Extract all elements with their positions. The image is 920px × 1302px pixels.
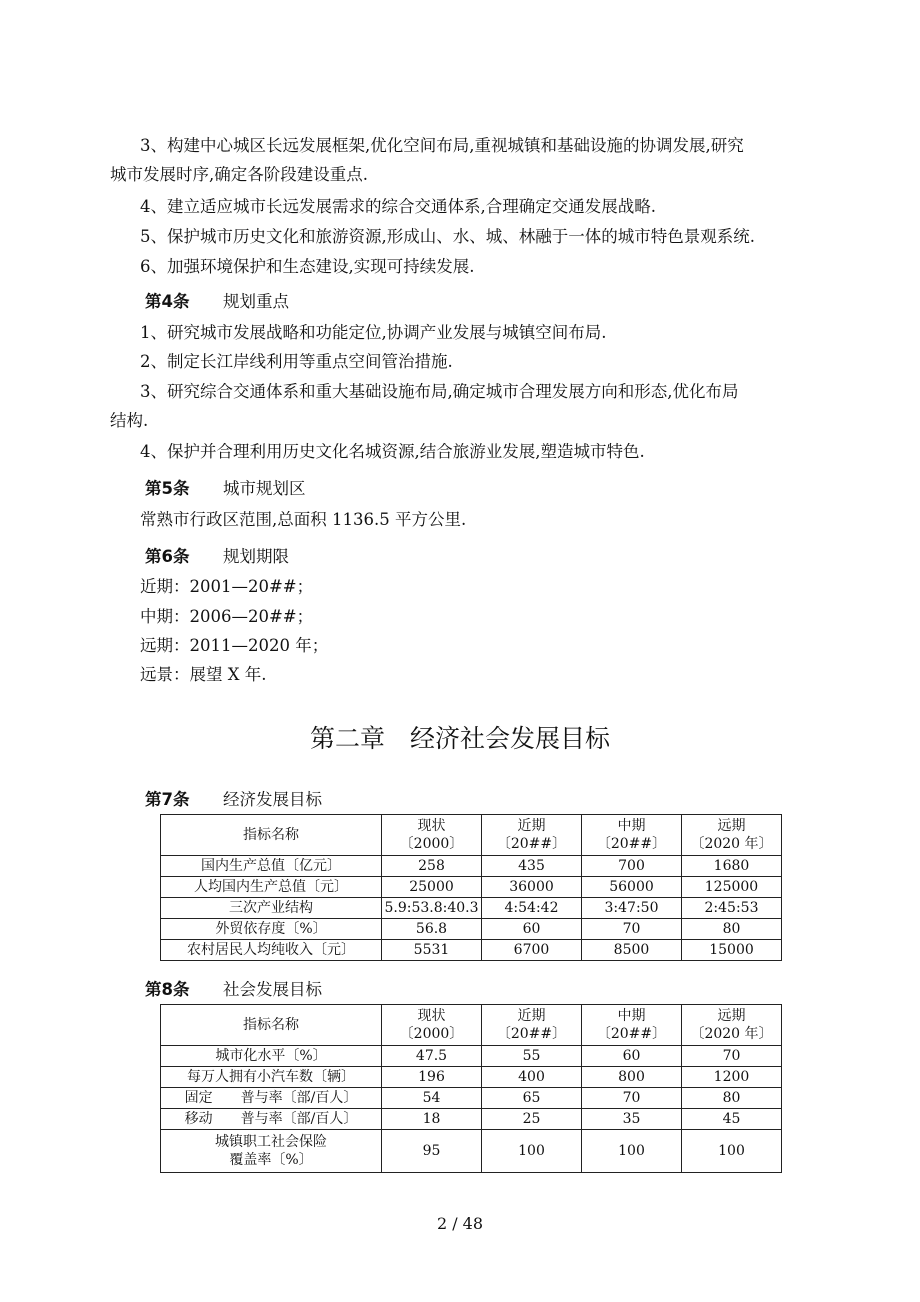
table-cell: 18 — [382, 1109, 482, 1130]
table-cell: 2:45:53 — [682, 898, 782, 919]
paragraph: 5、保护城市历史文化和旅游资源,形成山、水、城、林融于一体的城市特色景观系统. — [140, 227, 755, 246]
table-cell: 城镇职工社会保险 覆盖率〔%〕 — [161, 1130, 382, 1173]
table-cell: 80 — [682, 1088, 782, 1109]
list-item: 2、制定长江岸线利用等重点空间管治措施. — [140, 352, 453, 371]
table-cell: 每万人拥有小汽车数〔辆〕 — [161, 1067, 382, 1088]
table-cell: 农村居民人均纯收入〔元〕 — [161, 940, 382, 961]
header-line: 指标名称 — [243, 1017, 299, 1033]
table-cell: 三次产业结构 — [161, 898, 382, 919]
table-cell: 15000 — [682, 940, 782, 961]
table-cell: 55 — [482, 1046, 582, 1067]
table-header-cell — [382, 1005, 482, 1046]
table-cell: 外贸依存度〔%〕 — [161, 919, 382, 940]
article-heading — [145, 788, 322, 812]
list-item: 远景：展望 X 年. — [140, 665, 267, 684]
table-cell: 196 — [382, 1067, 482, 1088]
table-header-row — [161, 815, 782, 856]
table-cell: 移动 普与率〔部/百人〕 — [161, 1109, 382, 1130]
table-row — [161, 1130, 782, 1173]
table-row — [161, 1109, 782, 1130]
table-cell: 5.9:53.8:40.3 — [382, 898, 482, 919]
article-number: 第6条 — [145, 547, 190, 566]
table-row — [161, 1046, 782, 1067]
header-line: 〔2020 年〕 — [690, 1026, 773, 1042]
table-header-cell — [161, 815, 382, 856]
table-cell: 25000 — [382, 877, 482, 898]
list-item: 结构. — [110, 411, 149, 430]
table-cell: 25 — [482, 1109, 582, 1130]
chapter-title: 第二章 经济社会发展目标 — [309, 724, 610, 753]
table-cell: 1200 — [682, 1067, 782, 1088]
article-heading — [145, 290, 289, 314]
paragraph: 城市发展时序,确定各阶段建设重点. — [110, 165, 368, 184]
header-line: 中期 — [617, 1008, 646, 1024]
economic-targets-table — [160, 814, 782, 961]
article-title: 规划重点 — [223, 292, 289, 311]
list-item: 近期：2001—20##； — [140, 577, 314, 596]
table-cell: 800 — [582, 1067, 682, 1088]
paragraph: 常熟市行政区范围,总面积 1136.5 平方公里. — [140, 510, 467, 529]
table-cell: 70 — [582, 1088, 682, 1109]
table-cell: 8500 — [582, 940, 682, 961]
table-cell: 700 — [582, 856, 682, 877]
article-number: 第4条 — [145, 292, 190, 311]
header-line: 远期 — [717, 1008, 746, 1024]
list-item: 1、研究城市发展战略和功能定位,协调产业发展与城镇空间布局. — [140, 323, 607, 342]
list-item: 中期：2006—20##； — [140, 607, 314, 626]
table-cell: 60 — [482, 919, 582, 940]
header-line: 〔20##〕 — [496, 836, 567, 852]
article-title: 经济发展目标 — [223, 790, 322, 809]
header-line: 〔2000〕 — [399, 836, 464, 852]
table-header-cell — [582, 1005, 682, 1046]
header-line: 〔20##〕 — [596, 1026, 667, 1042]
header-line: 现状 — [417, 1008, 446, 1024]
article-title: 城市规划区 — [223, 479, 306, 498]
table-cell: 100 — [682, 1130, 782, 1173]
table-row — [161, 856, 782, 877]
table-cell: 47.5 — [382, 1046, 482, 1067]
table-header-cell — [482, 815, 582, 856]
header-line: 〔20##〕 — [596, 836, 667, 852]
table-cell: 258 — [382, 856, 482, 877]
article-heading — [145, 545, 289, 569]
article-heading — [145, 978, 322, 1002]
table-header-cell — [161, 1005, 382, 1046]
list-item: 远期：2011—2020 年； — [140, 636, 329, 655]
table-row — [161, 940, 782, 961]
table-header-cell — [682, 815, 782, 856]
social-targets-table — [160, 1004, 782, 1173]
table-header-row — [161, 1005, 782, 1046]
page-number: 2 / 48 — [436, 1214, 484, 1233]
table-cell: 70 — [582, 919, 682, 940]
header-line: 〔2020 年〕 — [690, 836, 773, 852]
table-cell: 54 — [382, 1088, 482, 1109]
header-line: 近期 — [517, 1008, 546, 1024]
table-cell: 5531 — [382, 940, 482, 961]
table-row — [161, 1067, 782, 1088]
table-cell: 1680 — [682, 856, 782, 877]
table-cell: 36000 — [482, 877, 582, 898]
header-line: 远期 — [717, 818, 746, 834]
list-item: 4、保护并合理利用历史文化名城资源,结合旅游业发展,塑造城市特色. — [140, 442, 645, 461]
table-cell: 60 — [582, 1046, 682, 1067]
article-number: 第8条 — [145, 980, 190, 999]
table-cell: 城市化水平〔%〕 — [161, 1046, 382, 1067]
article-number: 第5条 — [145, 479, 190, 498]
table-cell: 4:54:42 — [482, 898, 582, 919]
table-cell: 400 — [482, 1067, 582, 1088]
table-cell: 65 — [482, 1088, 582, 1109]
table-cell: 100 — [582, 1130, 682, 1173]
table-cell: 100 — [482, 1130, 582, 1173]
table-cell: 70 — [682, 1046, 782, 1067]
table-cell: 95 — [382, 1130, 482, 1173]
table-cell: 45 — [682, 1109, 782, 1130]
paragraph: 3、构建中心城区长远发展框架,优化空间布局,重视城镇和基础设施的协调发展,研究 — [140, 136, 744, 155]
table-cell: 6700 — [482, 940, 582, 961]
paragraph: 6、加强环境保护和生态建设,实现可持续发展. — [140, 257, 475, 276]
table-cell: 35 — [582, 1109, 682, 1130]
table-header-cell — [582, 815, 682, 856]
table-cell: 125000 — [682, 877, 782, 898]
table-cell: 435 — [482, 856, 582, 877]
header-line: 中期 — [617, 818, 646, 834]
paragraph: 4、建立适应城市长远发展需求的综合交通体系,合理确定交通发展战略. — [140, 197, 656, 216]
table-row — [161, 919, 782, 940]
table-cell: 国内生产总值〔亿元〕 — [161, 856, 382, 877]
table-header-cell — [382, 815, 482, 856]
table-header-cell — [682, 1005, 782, 1046]
article-heading — [145, 477, 306, 501]
list-item: 3、研究综合交通体系和重大基础设施布局,确定城市合理发展方向和形态,优化布局 — [140, 382, 739, 401]
table-row — [161, 898, 782, 919]
header-line: 近期 — [517, 818, 546, 834]
header-line: 〔20##〕 — [496, 1026, 567, 1042]
table-cell: 人均国内生产总值〔元〕 — [161, 877, 382, 898]
article-title: 规划期限 — [223, 547, 289, 566]
header-line: 〔2000〕 — [399, 1026, 464, 1042]
table-cell: 56.8 — [382, 919, 482, 940]
header-line: 现状 — [417, 818, 446, 834]
table-cell: 3:47:50 — [582, 898, 682, 919]
table-cell: 固定 普与率〔部/百人〕 — [161, 1088, 382, 1109]
table-row — [161, 1088, 782, 1109]
article-number: 第7条 — [145, 790, 190, 809]
article-title: 社会发展目标 — [223, 980, 322, 999]
table-cell: 56000 — [582, 877, 682, 898]
table-row — [161, 877, 782, 898]
table-cell: 80 — [682, 919, 782, 940]
table-header-cell — [482, 1005, 582, 1046]
header-line: 指标名称 — [243, 827, 299, 843]
